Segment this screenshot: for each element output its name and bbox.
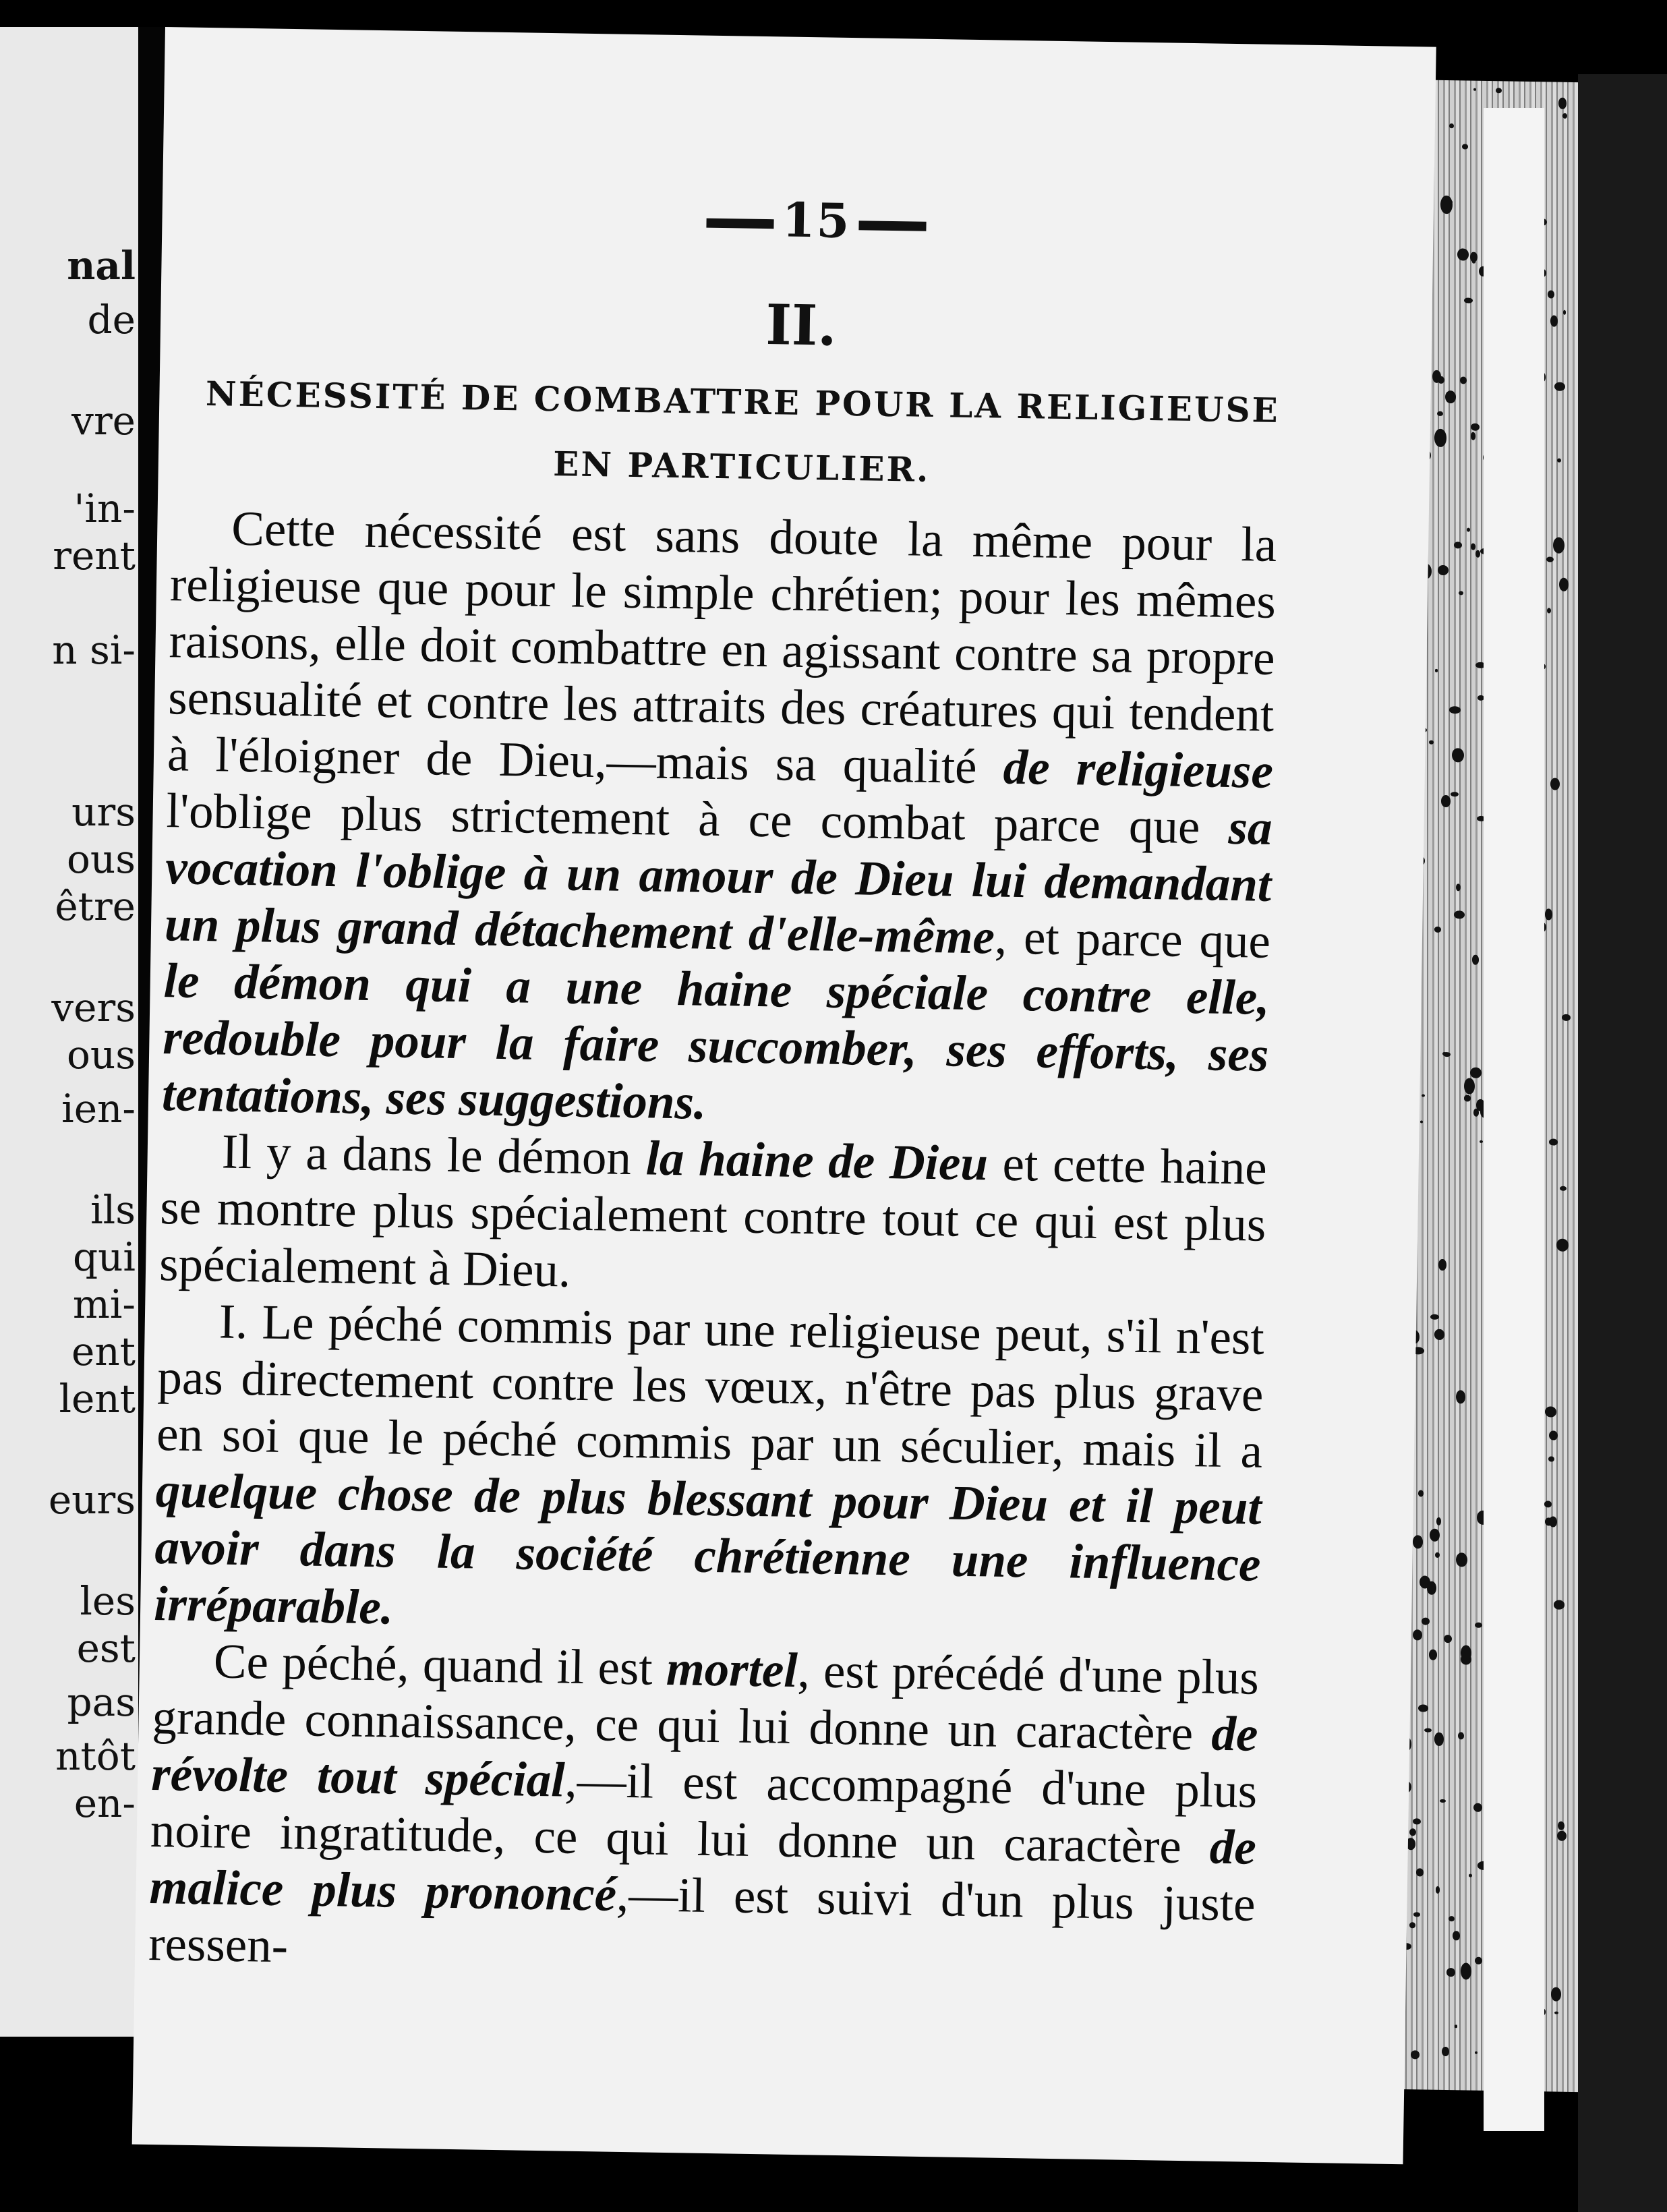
italic-run: de révolte tout spécial bbox=[150, 1706, 1259, 1807]
edge-speck bbox=[1471, 544, 1475, 550]
italic-run: sa vocation l'oblige à un amour de Dieu lui demandant un plus grand détachement d'elle-même bbox=[164, 799, 1273, 964]
body-paragraph bbox=[148, 1632, 1260, 1989]
edge-speck bbox=[1430, 1528, 1440, 1542]
edge-speck bbox=[1560, 1186, 1567, 1191]
edge-speck bbox=[1440, 195, 1453, 214]
edge-speck bbox=[1435, 669, 1438, 672]
edge-speck bbox=[1449, 1916, 1455, 1921]
edge-speck bbox=[1409, 1828, 1416, 1836]
previous-page-fragment bbox=[0, 27, 145, 2037]
text-run: , est précédé d'une plus grande connaissance, ce qui lui donne un caractère bbox=[152, 1643, 1260, 1761]
edge-speck bbox=[1472, 955, 1479, 965]
edge-speck bbox=[1411, 2050, 1419, 2059]
edge-speck bbox=[1459, 591, 1463, 595]
edge-speck bbox=[1496, 88, 1502, 93]
edge-speck bbox=[1556, 1239, 1569, 1252]
section-title-line-1: NÉCESSITÉ DE COMBATTRE POUR LA RELIGIEUSE bbox=[205, 374, 1281, 431]
edge-speck bbox=[1436, 1517, 1441, 1525]
edge-speck bbox=[1456, 1552, 1467, 1567]
edge-speck bbox=[1441, 795, 1451, 807]
previous-page-line: 'in- bbox=[74, 486, 136, 531]
previous-page-line: est bbox=[76, 1625, 136, 1671]
edge-speck bbox=[1413, 1629, 1422, 1640]
previous-page-line: qui bbox=[72, 1234, 136, 1280]
edge-speck bbox=[1434, 1329, 1444, 1340]
edge-speck bbox=[1545, 909, 1552, 920]
edge-speck bbox=[1444, 1635, 1452, 1643]
edge-speck bbox=[1557, 1830, 1567, 1841]
page-number-dash-left bbox=[707, 219, 774, 229]
italic-run: mortel bbox=[666, 1640, 798, 1698]
edge-speck bbox=[1558, 98, 1566, 109]
edge-speck bbox=[1563, 310, 1567, 314]
edge-speck bbox=[1470, 1067, 1482, 1078]
edge-speck bbox=[1449, 200, 1453, 204]
edge-speck bbox=[1438, 376, 1444, 384]
edge-speck bbox=[1467, 528, 1470, 532]
previous-page-line: ien- bbox=[61, 1086, 136, 1132]
previous-page-line: être bbox=[55, 883, 136, 929]
edge-speck bbox=[1434, 927, 1441, 933]
edge-speck bbox=[1471, 432, 1476, 440]
edge-speck bbox=[1551, 1987, 1561, 2001]
edge-speck bbox=[1550, 315, 1558, 326]
edge-speck bbox=[1545, 1406, 1556, 1417]
edge-speck bbox=[1470, 252, 1477, 262]
previous-page-line: de bbox=[87, 297, 136, 343]
italic-run: de religieuse bbox=[1003, 739, 1274, 798]
previous-page-line: urs bbox=[71, 789, 136, 835]
edge-speck bbox=[1442, 1052, 1446, 1055]
edge-speck bbox=[1549, 1516, 1557, 1527]
edge-speck bbox=[1452, 748, 1463, 762]
edge-speck bbox=[1473, 1803, 1482, 1812]
text-run: Il y a dans le démon bbox=[221, 1124, 647, 1186]
body-paragraph bbox=[161, 499, 1277, 1140]
italic-run: la haine de Dieu bbox=[645, 1130, 989, 1191]
edge-speck bbox=[1422, 1095, 1425, 1097]
previous-page-line: ous bbox=[66, 836, 136, 882]
text-run: Ce péché, quand il est bbox=[213, 1633, 667, 1695]
edge-speck bbox=[1449, 706, 1461, 714]
body-text bbox=[148, 499, 1277, 1989]
edge-speck bbox=[1461, 1962, 1471, 1980]
edge-speck bbox=[1550, 778, 1560, 790]
previous-page-line: pas bbox=[67, 1679, 136, 1725]
edge-speck bbox=[1434, 429, 1446, 446]
text-run: et cette haine se montre plus spécialement contre tout ce qui est plus spécialement à Dieu. bbox=[158, 1136, 1268, 1298]
edge-speck bbox=[1435, 1552, 1440, 1558]
edge-speck bbox=[1464, 1078, 1475, 1095]
edge-speck bbox=[1418, 1704, 1428, 1712]
edge-speck bbox=[1418, 1490, 1424, 1496]
edge-speck bbox=[1416, 1868, 1424, 1876]
edge-speck bbox=[1548, 1456, 1554, 1461]
edge-speck bbox=[1445, 390, 1456, 403]
edge-speck bbox=[1553, 537, 1565, 554]
edge-speck bbox=[1562, 113, 1567, 119]
text-run: I. Le péché commis par une religieuse peut, s'il n'est pas directement contre les vœux, n'être pas plus grave en soi que le péché commis par un séculier, mais il a bbox=[156, 1293, 1265, 1478]
page-edge-light bbox=[1484, 108, 1544, 2131]
body-paragraph bbox=[154, 1292, 1265, 1650]
page-number-text: 15 bbox=[782, 192, 851, 249]
italic-run: le démon qui a une haine spéciale contre elle, redouble pour la faire succomber, ses efforts, ses tentations, ses suggestions. bbox=[161, 953, 1270, 1130]
edge-speck bbox=[1413, 1536, 1423, 1549]
text-run: l'oblige plus strictement à ce combat parce que bbox=[166, 783, 1229, 854]
edge-speck bbox=[1547, 608, 1551, 614]
previous-page-line: les bbox=[80, 1578, 136, 1624]
page-number-dash-right bbox=[858, 221, 926, 231]
edge-speck bbox=[1449, 123, 1454, 129]
text-run: ,—il est suivi d'un plus juste ressen- bbox=[148, 1866, 1256, 1973]
edge-speck bbox=[1458, 1732, 1465, 1739]
edge-speck bbox=[1462, 144, 1469, 150]
edge-speck bbox=[1413, 1818, 1420, 1824]
previous-page-line: ntôt bbox=[55, 1733, 136, 1779]
text-run: ,—il est accompagné d'une plus noire ingratitude, ce qui lui donne un caractère bbox=[150, 1752, 1258, 1874]
body-paragraph bbox=[159, 1122, 1268, 1310]
previous-page-line: lent bbox=[59, 1376, 136, 1422]
italic-run: quelque chose de plus blessant pour Dieu et il peut avoir dans la société chrétienne une influence irréparable. bbox=[153, 1463, 1262, 1635]
previous-page-line: ous bbox=[66, 1032, 136, 1078]
section-title bbox=[195, 361, 1289, 508]
edge-speck bbox=[1471, 424, 1480, 431]
page-number bbox=[647, 190, 985, 251]
edge-speck bbox=[1473, 88, 1476, 91]
italic-run: de malice plus prononcé bbox=[149, 1819, 1257, 1921]
section-title-line-2: EN PARTICULIER. bbox=[552, 444, 931, 490]
previous-page-line: n si- bbox=[52, 627, 136, 673]
edge-speck bbox=[1475, 1623, 1482, 1628]
edge-speck bbox=[1559, 577, 1569, 591]
edge-speck bbox=[1461, 1646, 1471, 1661]
edge-speck bbox=[1549, 1139, 1558, 1146]
edge-speck bbox=[1480, 1140, 1483, 1143]
edge-speck bbox=[1454, 542, 1462, 548]
main-page bbox=[132, 27, 1436, 2164]
edge-speck bbox=[1562, 1014, 1571, 1021]
edge-speck bbox=[1546, 557, 1554, 562]
edge-speck bbox=[1558, 1822, 1564, 1830]
edge-speck bbox=[1455, 2025, 1458, 2029]
edge-speck bbox=[1554, 1600, 1565, 1610]
edge-speck bbox=[1440, 1799, 1446, 1803]
edge-speck bbox=[1429, 1649, 1438, 1660]
edge-speck bbox=[1430, 1314, 1439, 1319]
edge-speck bbox=[1429, 740, 1434, 745]
previous-page-line: rent bbox=[53, 533, 136, 579]
edge-speck bbox=[1548, 291, 1554, 299]
edge-speck bbox=[1464, 297, 1473, 303]
edge-speck bbox=[1446, 1968, 1455, 1977]
edge-speck bbox=[1454, 910, 1465, 919]
previous-page-line: vers bbox=[51, 985, 136, 1030]
section-number: II. bbox=[765, 293, 838, 359]
edge-speck bbox=[1434, 1733, 1443, 1746]
book-cover-edge bbox=[1578, 74, 1667, 2212]
edge-speck bbox=[1413, 1913, 1420, 1917]
text-run: , et parce que bbox=[994, 909, 1271, 968]
edge-speck bbox=[1442, 2047, 1449, 2056]
edge-speck bbox=[1424, 1728, 1432, 1733]
previous-page-line: vre bbox=[71, 398, 136, 444]
edge-speck bbox=[1436, 1886, 1440, 1893]
previous-page-line: en- bbox=[74, 1780, 136, 1826]
edge-speck bbox=[1422, 1617, 1430, 1625]
previous-page-line: ent bbox=[71, 1329, 136, 1374]
edge-speck bbox=[1456, 1390, 1465, 1404]
edge-speck bbox=[1456, 883, 1461, 891]
edge-speck bbox=[1457, 249, 1468, 261]
edge-speck bbox=[1420, 1121, 1423, 1124]
previous-page-line: nal bbox=[67, 243, 136, 289]
edge-speck bbox=[1544, 1501, 1552, 1508]
edge-speck bbox=[1438, 565, 1449, 576]
edge-speck bbox=[1475, 1956, 1482, 1964]
edge-speck bbox=[1409, 1923, 1415, 1929]
previous-page-line: ils bbox=[90, 1187, 136, 1233]
edge-speck bbox=[1469, 1873, 1473, 1877]
edge-speck bbox=[1554, 2012, 1558, 2014]
edge-speck bbox=[1557, 459, 1561, 463]
edge-speck bbox=[1438, 1259, 1446, 1271]
edge-speck bbox=[1464, 1095, 1471, 1101]
text-run: Cette nécessité est sans doute la même pour la religieuse que pour le simple chrétien; pour les mêmes raisons, elle doit combattre en agissant contre sa propre sensualité et contre les attraits des créatures qui tendent à l'éloigner de Dieu,—mais sa qualité bbox=[167, 500, 1277, 794]
edge-speck bbox=[1451, 792, 1459, 797]
edge-speck bbox=[1460, 376, 1467, 384]
edge-speck bbox=[1475, 2051, 1478, 2055]
previous-page-line: mi- bbox=[72, 1281, 136, 1327]
edge-speck bbox=[1453, 1931, 1459, 1941]
previous-page-line: eurs bbox=[48, 1477, 136, 1523]
edge-speck bbox=[1437, 411, 1443, 416]
edge-speck bbox=[1475, 550, 1480, 558]
edge-speck bbox=[1549, 1430, 1558, 1440]
edge-speck bbox=[1554, 382, 1564, 391]
